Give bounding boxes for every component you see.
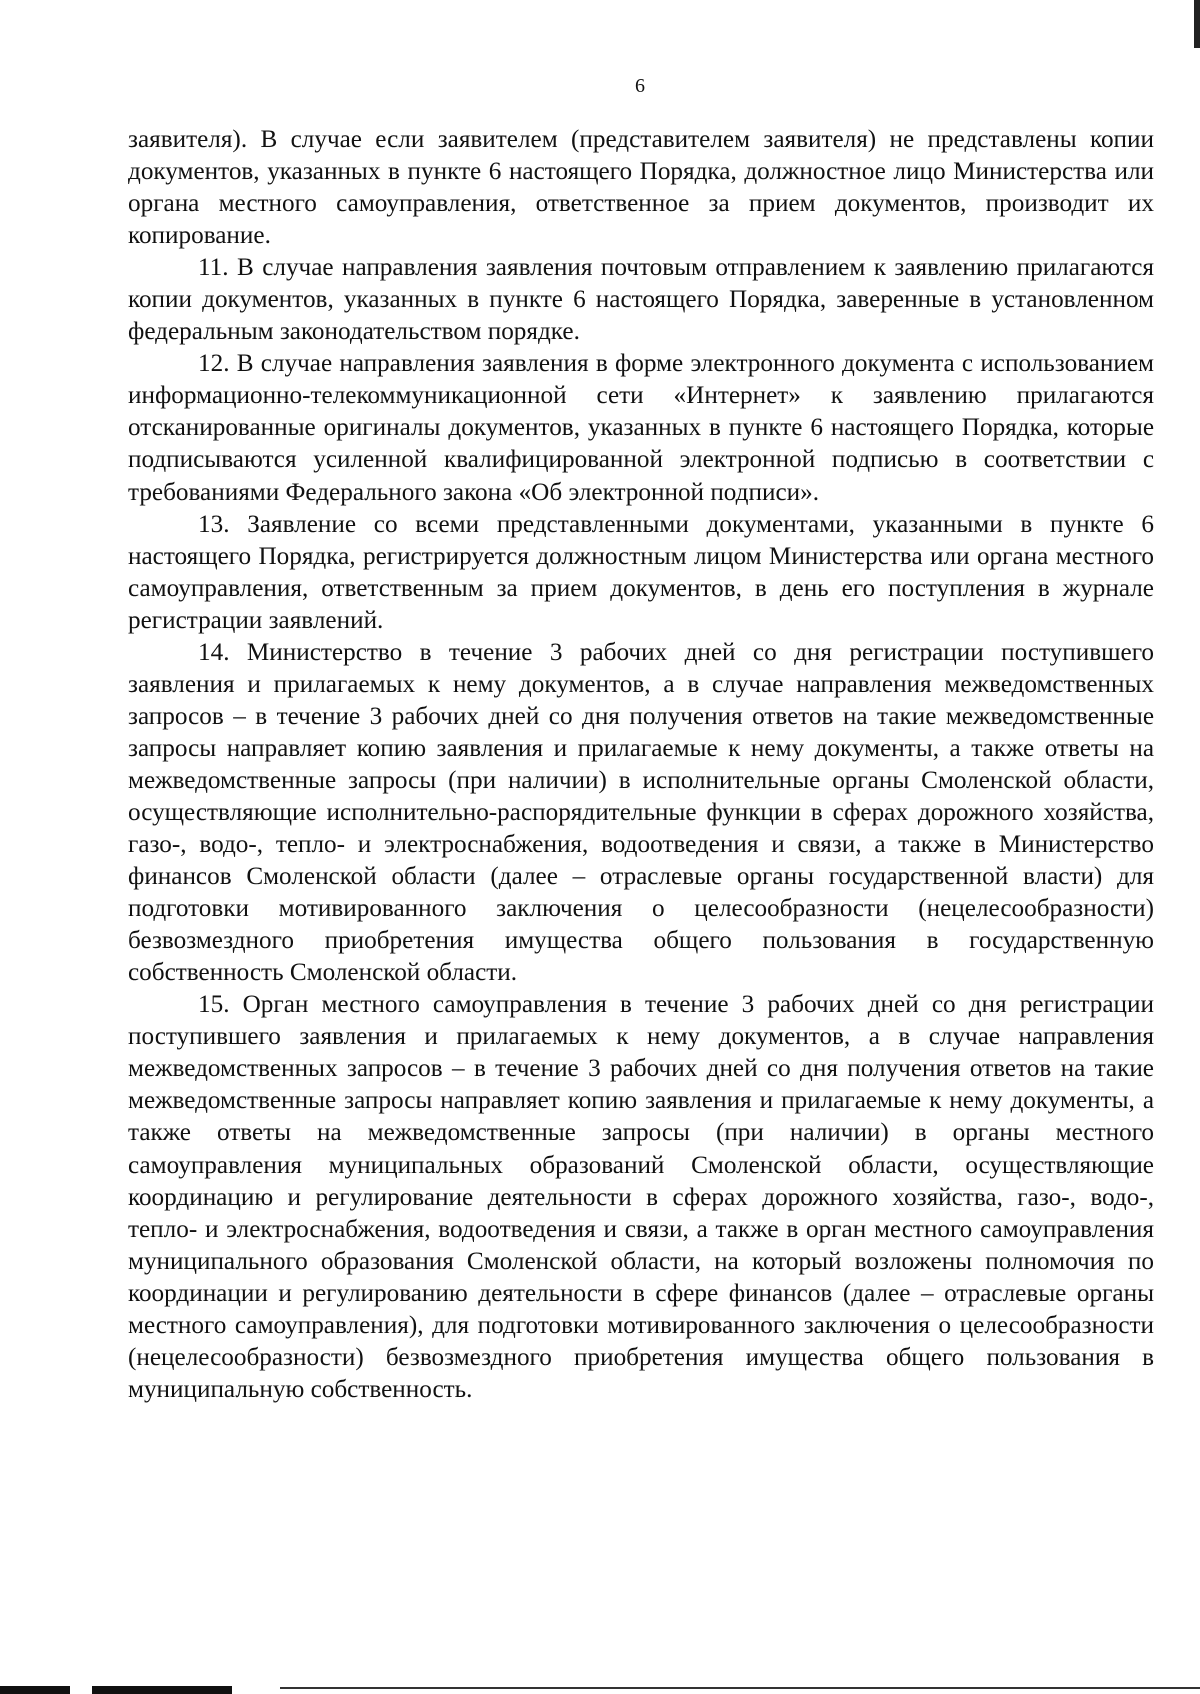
scan-edge-bar [0, 1686, 70, 1694]
scan-edge-bar [92, 1686, 232, 1694]
paragraph-continuation: заявителя). В случае если заявителем (представителем заявителя) не представлены копии документов, указанных в пункте 6 настоящего Порядка, должностное лицо Министерства или органа местного самоуправления, ответственное за прием документов, производит их копирование. [128, 126, 1154, 250]
paragraph-12: 12. В случае направления заявления в форме электронного документа с использованием информационно-телекоммуникационной сети «Интернет» к заявлению прилагаются отсканированные оригиналы документов, указанных в пункте 6 настоящего Порядка, которые подписываются усиленной квалифицированной электронной подписью в соответствии с требованиями Федерального закона «Об электронной подписи». [128, 350, 1154, 506]
document-body [128, 124, 1154, 1406]
scan-corner-mark [1194, 0, 1200, 48]
paragraph-11: 11. В случае направления заявления почтовым отправлением к заявлению прилагаются копии документов, указанных в пункте 6 настоящего Порядка, заверенные в установленном федеральным законодательством порядке. [128, 254, 1154, 346]
paragraph-14: 14. Министерство в течение 3 рабочих дней со дня регистрации поступившего заявления и прилагаемых к нему документов, а в случае направления межведомственных запросов – в течение 3 рабочих дней со дня получения ответов на такие межведомственные запросы направляет копию заявления и прилагаемые к нему документы, а также ответы на межведомственные запросы (при наличии) в исполнительные органы Смоленской области, осуществляющие исполнительно-распорядительные функции в сферах дорожного хозяйства, газо-, водо-, тепло- и электроснабжения, водоотведения и связи, а также в Министерство финансов Смоленской области (далее – отраслевые органы государственной власти) для подготовки мотивированного заключения о целесообразности (нецелесообразности) безвозмездного приобретения имущества общего пользования в государственную собственность Смоленской области. [128, 638, 1154, 987]
paragraph-13: 13. Заявление со всеми представленными документами, указанными в пункте 6 настоящего Порядка, регистрируется должностным лицом Министерства или органа местного самоуправления, ответственным за прием документов, в день его поступления в журнале регистрации заявлений. [128, 510, 1154, 634]
page-number: 6 [635, 75, 645, 97]
paragraph-15: 15. Орган местного самоуправления в течение 3 рабочих дней со дня регистрации поступившего заявления и прилагаемых к нему документов, а в случае направления межведомственных запросов – в течение 3 рабочих дней со дня получения ответов на такие межведомственные запросы направляет копию заявления и прилагаемые к нему документы, а также ответы на межведомственные запросы (при наличии) в органы местного самоуправления муниципальных образований Смоленской области, осуществляющие координацию и регулирование деятельности в сферах дорожного хозяйства, газо-, водо-, тепло- и электроснабжения, водоотведения и связи, а также в орган местного самоуправления муниципального образования Смоленской области, на который возложены полномочия по координации и регулированию деятельности в сфере финансов (далее – отраслевые органы местного самоуправления), для подготовки мотивированного заключения о целесообразности (нецелесообразности) безвозмездного приобретения имущества общего пользования в муниципальную собственность. [128, 991, 1154, 1403]
scan-edge-line [280, 1687, 1200, 1689]
